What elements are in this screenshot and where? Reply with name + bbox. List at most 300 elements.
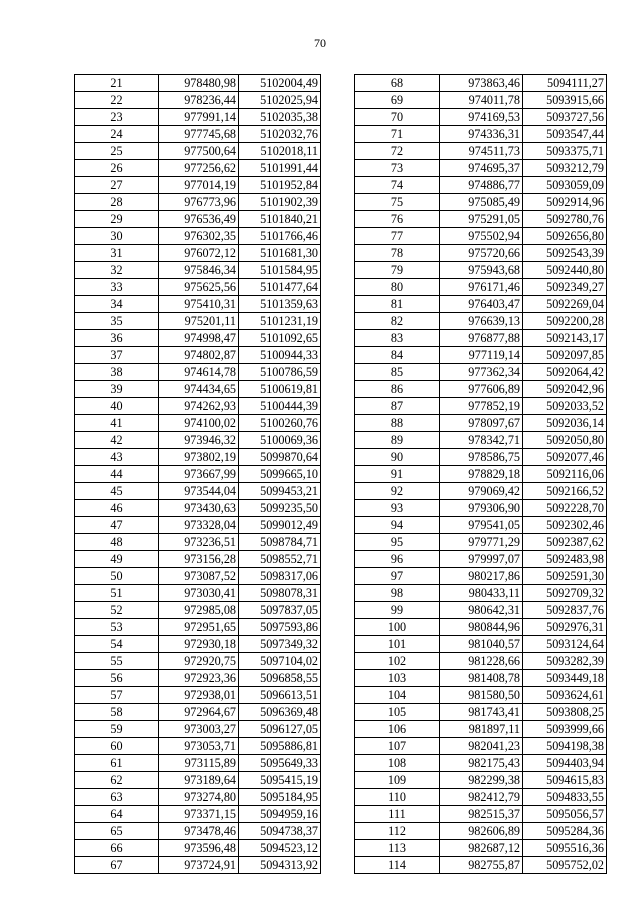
point-number-cell: 91 — [355, 466, 440, 483]
table-row — [355, 840, 607, 857]
point-number-cell: 25 — [75, 143, 159, 160]
x-coordinate-cell: 980217,86 — [440, 568, 523, 585]
table-row — [355, 245, 607, 262]
table-row — [355, 704, 607, 721]
x-coordinate-cell: 975625,56 — [159, 279, 239, 296]
table-row — [75, 381, 321, 398]
table-row — [355, 602, 607, 619]
point-number-cell: 69 — [355, 92, 440, 109]
x-coordinate-cell: 973863,46 — [440, 75, 523, 92]
table-row — [355, 228, 607, 245]
x-coordinate-cell: 973802,19 — [159, 449, 239, 466]
y-coordinate-cell: 5101840,21 — [239, 211, 321, 228]
point-number-cell: 83 — [355, 330, 440, 347]
point-number-cell: 108 — [355, 755, 440, 772]
table-row — [75, 772, 321, 789]
table-row — [75, 704, 321, 721]
y-coordinate-cell: 5092387,62 — [523, 534, 607, 551]
y-coordinate-cell: 5097837,05 — [239, 602, 321, 619]
point-number-cell: 84 — [355, 347, 440, 364]
x-coordinate-cell: 981408,78 — [440, 670, 523, 687]
y-coordinate-cell: 5093808,25 — [523, 704, 607, 721]
point-number-cell: 34 — [75, 296, 159, 313]
point-number-cell: 89 — [355, 432, 440, 449]
table-row — [355, 721, 607, 738]
y-coordinate-cell: 5092440,80 — [523, 262, 607, 279]
table-row — [75, 806, 321, 823]
x-coordinate-cell: 974011,78 — [440, 92, 523, 109]
y-coordinate-cell: 5101681,30 — [239, 245, 321, 262]
point-number-cell: 66 — [75, 840, 159, 857]
table-row — [355, 653, 607, 670]
table-row — [355, 551, 607, 568]
table-row — [75, 789, 321, 806]
point-number-cell: 61 — [75, 755, 159, 772]
table-row — [75, 721, 321, 738]
y-coordinate-cell: 5094111,27 — [523, 75, 607, 92]
point-number-cell: 100 — [355, 619, 440, 636]
x-coordinate-cell: 980433,11 — [440, 585, 523, 602]
x-coordinate-cell: 973430,63 — [159, 500, 239, 517]
y-coordinate-cell: 5101092,65 — [239, 330, 321, 347]
point-number-cell: 28 — [75, 194, 159, 211]
table-row — [75, 279, 321, 296]
table-row — [355, 789, 607, 806]
y-coordinate-cell: 5096369,48 — [239, 704, 321, 721]
y-coordinate-cell: 5095415,19 — [239, 772, 321, 789]
point-number-cell: 52 — [75, 602, 159, 619]
point-number-cell: 57 — [75, 687, 159, 704]
table-row — [75, 177, 321, 194]
y-coordinate-cell: 5099235,50 — [239, 500, 321, 517]
y-coordinate-cell: 5099870,64 — [239, 449, 321, 466]
point-number-cell: 88 — [355, 415, 440, 432]
table-row — [75, 840, 321, 857]
point-number-cell: 45 — [75, 483, 159, 500]
point-number-cell: 24 — [75, 126, 159, 143]
table-row — [355, 636, 607, 653]
y-coordinate-cell: 5094403,94 — [523, 755, 607, 772]
table-row — [355, 568, 607, 585]
y-coordinate-cell: 5092591,30 — [523, 568, 607, 585]
table-row — [75, 228, 321, 245]
y-coordinate-cell: 5094313,92 — [239, 857, 321, 874]
point-number-cell: 78 — [355, 245, 440, 262]
point-number-cell: 50 — [75, 568, 159, 585]
x-coordinate-cell: 975291,05 — [440, 211, 523, 228]
point-number-cell: 41 — [75, 415, 159, 432]
table-row — [355, 194, 607, 211]
table-row — [75, 347, 321, 364]
x-coordinate-cell: 982755,87 — [440, 857, 523, 874]
y-coordinate-cell: 5097593,86 — [239, 619, 321, 636]
point-number-cell: 36 — [75, 330, 159, 347]
point-number-cell: 80 — [355, 279, 440, 296]
table-row — [355, 449, 607, 466]
y-coordinate-cell: 5092097,85 — [523, 347, 607, 364]
x-coordinate-cell: 975085,49 — [440, 194, 523, 211]
y-coordinate-cell: 5093999,66 — [523, 721, 607, 738]
table-row — [355, 364, 607, 381]
point-number-cell: 73 — [355, 160, 440, 177]
x-coordinate-cell: 973189,64 — [159, 772, 239, 789]
y-coordinate-cell: 5101477,64 — [239, 279, 321, 296]
table-row — [75, 857, 321, 874]
point-number-cell: 99 — [355, 602, 440, 619]
point-number-cell: 23 — [75, 109, 159, 126]
x-coordinate-cell: 977119,14 — [440, 347, 523, 364]
table-body — [355, 75, 607, 874]
point-number-cell: 102 — [355, 653, 440, 670]
x-coordinate-cell: 973236,51 — [159, 534, 239, 551]
point-number-cell: 31 — [75, 245, 159, 262]
x-coordinate-cell: 975410,31 — [159, 296, 239, 313]
x-coordinate-cell: 978480,98 — [159, 75, 239, 92]
x-coordinate-cell: 977852,19 — [440, 398, 523, 415]
x-coordinate-cell: 972938,01 — [159, 687, 239, 704]
point-number-cell: 76 — [355, 211, 440, 228]
y-coordinate-cell: 5098078,31 — [239, 585, 321, 602]
point-number-cell: 71 — [355, 126, 440, 143]
y-coordinate-cell: 5093915,66 — [523, 92, 607, 109]
y-coordinate-cell: 5092976,31 — [523, 619, 607, 636]
y-coordinate-cell: 5101766,46 — [239, 228, 321, 245]
point-number-cell: 38 — [75, 364, 159, 381]
point-number-cell: 104 — [355, 687, 440, 704]
table-row — [355, 143, 607, 160]
x-coordinate-cell: 974511,73 — [440, 143, 523, 160]
table-row — [75, 296, 321, 313]
y-coordinate-cell: 5092064,42 — [523, 364, 607, 381]
y-coordinate-cell: 5094833,55 — [523, 789, 607, 806]
table-row — [355, 279, 607, 296]
x-coordinate-cell: 981897,11 — [440, 721, 523, 738]
table-row — [355, 755, 607, 772]
point-number-cell: 55 — [75, 653, 159, 670]
y-coordinate-cell: 5093212,79 — [523, 160, 607, 177]
x-coordinate-cell: 972964,67 — [159, 704, 239, 721]
x-coordinate-cell: 974169,53 — [440, 109, 523, 126]
x-coordinate-cell: 975720,66 — [440, 245, 523, 262]
point-number-cell: 98 — [355, 585, 440, 602]
y-coordinate-cell: 5092349,27 — [523, 279, 607, 296]
point-number-cell: 63 — [75, 789, 159, 806]
point-number-cell: 47 — [75, 517, 159, 534]
y-coordinate-cell: 5096613,51 — [239, 687, 321, 704]
x-coordinate-cell: 973328,04 — [159, 517, 239, 534]
point-number-cell: 70 — [355, 109, 440, 126]
table-row — [355, 670, 607, 687]
table-row — [355, 772, 607, 789]
point-number-cell: 77 — [355, 228, 440, 245]
x-coordinate-cell: 973156,28 — [159, 551, 239, 568]
y-coordinate-cell: 5092077,46 — [523, 449, 607, 466]
y-coordinate-cell: 5092036,14 — [523, 415, 607, 432]
x-coordinate-cell: 974262,93 — [159, 398, 239, 415]
y-coordinate-cell: 5102018,11 — [239, 143, 321, 160]
x-coordinate-cell: 973724,91 — [159, 857, 239, 874]
x-coordinate-cell: 978342,71 — [440, 432, 523, 449]
point-number-cell: 40 — [75, 398, 159, 415]
y-coordinate-cell: 5096127,05 — [239, 721, 321, 738]
y-coordinate-cell: 5096858,55 — [239, 670, 321, 687]
point-number-cell: 27 — [75, 177, 159, 194]
table-row — [75, 313, 321, 330]
y-coordinate-cell: 5093624,61 — [523, 687, 607, 704]
x-coordinate-cell: 976171,46 — [440, 279, 523, 296]
x-coordinate-cell: 981228,66 — [440, 653, 523, 670]
y-coordinate-cell: 5101584,95 — [239, 262, 321, 279]
point-number-cell: 58 — [75, 704, 159, 721]
y-coordinate-cell: 5092709,32 — [523, 585, 607, 602]
x-coordinate-cell: 976072,12 — [159, 245, 239, 262]
table-row — [75, 245, 321, 262]
x-coordinate-cell: 973478,46 — [159, 823, 239, 840]
point-number-cell: 75 — [355, 194, 440, 211]
x-coordinate-cell: 979541,05 — [440, 517, 523, 534]
point-number-cell: 67 — [75, 857, 159, 874]
y-coordinate-cell: 5101359,63 — [239, 296, 321, 313]
y-coordinate-cell: 5099012,49 — [239, 517, 321, 534]
x-coordinate-cell: 982515,37 — [440, 806, 523, 823]
table-row — [355, 466, 607, 483]
y-coordinate-cell: 5092050,80 — [523, 432, 607, 449]
y-coordinate-cell: 5102032,76 — [239, 126, 321, 143]
y-coordinate-cell: 5093449,18 — [523, 670, 607, 687]
table-row — [75, 466, 321, 483]
point-number-cell: 74 — [355, 177, 440, 194]
table-row — [355, 432, 607, 449]
x-coordinate-cell: 977745,68 — [159, 126, 239, 143]
x-coordinate-cell: 972930,18 — [159, 636, 239, 653]
y-coordinate-cell: 5092228,70 — [523, 500, 607, 517]
y-coordinate-cell: 5099665,10 — [239, 466, 321, 483]
y-coordinate-cell: 5092143,17 — [523, 330, 607, 347]
table-row — [355, 313, 607, 330]
x-coordinate-cell: 975943,68 — [440, 262, 523, 279]
x-coordinate-cell: 977500,64 — [159, 143, 239, 160]
table-row — [355, 109, 607, 126]
table-row — [355, 381, 607, 398]
point-number-cell: 94 — [355, 517, 440, 534]
x-coordinate-cell: 974695,37 — [440, 160, 523, 177]
table-row — [355, 687, 607, 704]
y-coordinate-cell: 5092914,96 — [523, 194, 607, 211]
x-coordinate-cell: 972951,65 — [159, 619, 239, 636]
point-number-cell: 79 — [355, 262, 440, 279]
x-coordinate-cell: 973087,52 — [159, 568, 239, 585]
table-row — [355, 806, 607, 823]
table-row — [75, 262, 321, 279]
table-row — [75, 670, 321, 687]
y-coordinate-cell: 5094738,37 — [239, 823, 321, 840]
point-number-cell: 106 — [355, 721, 440, 738]
y-coordinate-cell: 5100444,39 — [239, 398, 321, 415]
x-coordinate-cell: 977606,89 — [440, 381, 523, 398]
table-row — [355, 857, 607, 874]
page-number: 70 — [314, 36, 326, 50]
y-coordinate-cell: 5093124,64 — [523, 636, 607, 653]
y-coordinate-cell: 5102025,94 — [239, 92, 321, 109]
y-coordinate-cell: 5093059,09 — [523, 177, 607, 194]
y-coordinate-cell: 5092269,04 — [523, 296, 607, 313]
coordinates-table-left — [74, 74, 321, 874]
x-coordinate-cell: 977991,14 — [159, 109, 239, 126]
y-coordinate-cell: 5095752,02 — [523, 857, 607, 874]
x-coordinate-cell: 982175,43 — [440, 755, 523, 772]
x-coordinate-cell: 978829,18 — [440, 466, 523, 483]
x-coordinate-cell: 976877,88 — [440, 330, 523, 347]
y-coordinate-cell: 5098784,71 — [239, 534, 321, 551]
y-coordinate-cell: 5095886,81 — [239, 738, 321, 755]
point-number-cell: 44 — [75, 466, 159, 483]
y-coordinate-cell: 5092543,39 — [523, 245, 607, 262]
table-row — [75, 211, 321, 228]
x-coordinate-cell: 981580,50 — [440, 687, 523, 704]
table-row — [355, 398, 607, 415]
table-row — [75, 585, 321, 602]
table-row — [75, 449, 321, 466]
x-coordinate-cell: 972920,75 — [159, 653, 239, 670]
y-coordinate-cell: 5095284,36 — [523, 823, 607, 840]
x-coordinate-cell: 972985,08 — [159, 602, 239, 619]
point-number-cell: 113 — [355, 840, 440, 857]
point-number-cell: 26 — [75, 160, 159, 177]
x-coordinate-cell: 973371,15 — [159, 806, 239, 823]
y-coordinate-cell: 5093375,71 — [523, 143, 607, 160]
point-number-cell: 62 — [75, 772, 159, 789]
table-row — [75, 619, 321, 636]
point-number-cell: 21 — [75, 75, 159, 92]
y-coordinate-cell: 5102004,49 — [239, 75, 321, 92]
table-row — [355, 500, 607, 517]
table-row — [355, 75, 607, 92]
table-row — [355, 534, 607, 551]
y-coordinate-cell: 5101902,39 — [239, 194, 321, 211]
x-coordinate-cell: 979306,90 — [440, 500, 523, 517]
point-number-cell: 105 — [355, 704, 440, 721]
x-coordinate-cell: 976536,49 — [159, 211, 239, 228]
table-row — [355, 92, 607, 109]
point-number-cell: 107 — [355, 738, 440, 755]
table-row — [355, 296, 607, 313]
table-row — [355, 347, 607, 364]
point-number-cell: 72 — [355, 143, 440, 160]
table-row — [75, 109, 321, 126]
point-number-cell: 49 — [75, 551, 159, 568]
x-coordinate-cell: 973667,99 — [159, 466, 239, 483]
y-coordinate-cell: 5101231,19 — [239, 313, 321, 330]
x-coordinate-cell: 976773,96 — [159, 194, 239, 211]
point-number-cell: 109 — [355, 772, 440, 789]
x-coordinate-cell: 976302,35 — [159, 228, 239, 245]
y-coordinate-cell: 5093282,39 — [523, 653, 607, 670]
point-number-cell: 101 — [355, 636, 440, 653]
point-number-cell: 110 — [355, 789, 440, 806]
point-number-cell: 30 — [75, 228, 159, 245]
x-coordinate-cell: 981040,57 — [440, 636, 523, 653]
table-row — [355, 330, 607, 347]
table-row — [75, 75, 321, 92]
point-number-cell: 29 — [75, 211, 159, 228]
y-coordinate-cell: 5092656,80 — [523, 228, 607, 245]
point-number-cell: 90 — [355, 449, 440, 466]
x-coordinate-cell: 973003,27 — [159, 721, 239, 738]
y-coordinate-cell: 5100786,59 — [239, 364, 321, 381]
table-row — [355, 177, 607, 194]
x-coordinate-cell: 973115,89 — [159, 755, 239, 772]
x-coordinate-cell: 978236,44 — [159, 92, 239, 109]
table-body — [75, 75, 321, 874]
x-coordinate-cell: 979771,29 — [440, 534, 523, 551]
point-number-cell: 39 — [75, 381, 159, 398]
y-coordinate-cell: 5095184,95 — [239, 789, 321, 806]
y-coordinate-cell: 5101952,84 — [239, 177, 321, 194]
y-coordinate-cell: 5092200,28 — [523, 313, 607, 330]
table-row — [75, 823, 321, 840]
point-number-cell: 96 — [355, 551, 440, 568]
table-row — [75, 534, 321, 551]
point-number-cell: 92 — [355, 483, 440, 500]
x-coordinate-cell: 979069,42 — [440, 483, 523, 500]
point-number-cell: 56 — [75, 670, 159, 687]
y-coordinate-cell: 5100260,76 — [239, 415, 321, 432]
x-coordinate-cell: 974802,87 — [159, 347, 239, 364]
point-number-cell: 81 — [355, 296, 440, 313]
x-coordinate-cell: 976639,13 — [440, 313, 523, 330]
y-coordinate-cell: 5099453,21 — [239, 483, 321, 500]
table-row — [75, 330, 321, 347]
x-coordinate-cell: 973053,71 — [159, 738, 239, 755]
table-row — [75, 602, 321, 619]
y-coordinate-cell: 5092166,52 — [523, 483, 607, 500]
point-number-cell: 95 — [355, 534, 440, 551]
table-row — [75, 653, 321, 670]
x-coordinate-cell: 977362,34 — [440, 364, 523, 381]
table-row — [75, 432, 321, 449]
y-coordinate-cell: 5095516,36 — [523, 840, 607, 857]
x-coordinate-cell: 973596,48 — [159, 840, 239, 857]
table-row — [355, 619, 607, 636]
y-coordinate-cell: 5092837,76 — [523, 602, 607, 619]
x-coordinate-cell: 976403,47 — [440, 296, 523, 313]
y-coordinate-cell: 5095056,57 — [523, 806, 607, 823]
table-row — [75, 143, 321, 160]
y-coordinate-cell: 5102035,38 — [239, 109, 321, 126]
y-coordinate-cell: 5093727,56 — [523, 109, 607, 126]
table-row — [355, 483, 607, 500]
point-number-cell: 42 — [75, 432, 159, 449]
table-row — [75, 126, 321, 143]
table-row — [75, 92, 321, 109]
point-number-cell: 112 — [355, 823, 440, 840]
x-coordinate-cell: 982299,38 — [440, 772, 523, 789]
x-coordinate-cell: 980844,96 — [440, 619, 523, 636]
point-number-cell: 82 — [355, 313, 440, 330]
point-number-cell: 46 — [75, 500, 159, 517]
table-row — [75, 364, 321, 381]
y-coordinate-cell: 5094959,16 — [239, 806, 321, 823]
table-row — [355, 262, 607, 279]
x-coordinate-cell: 975846,34 — [159, 262, 239, 279]
x-coordinate-cell: 972923,36 — [159, 670, 239, 687]
x-coordinate-cell: 974100,02 — [159, 415, 239, 432]
table-row — [75, 687, 321, 704]
x-coordinate-cell: 974886,77 — [440, 177, 523, 194]
point-number-cell: 103 — [355, 670, 440, 687]
table-row — [75, 738, 321, 755]
table-row — [75, 160, 321, 177]
